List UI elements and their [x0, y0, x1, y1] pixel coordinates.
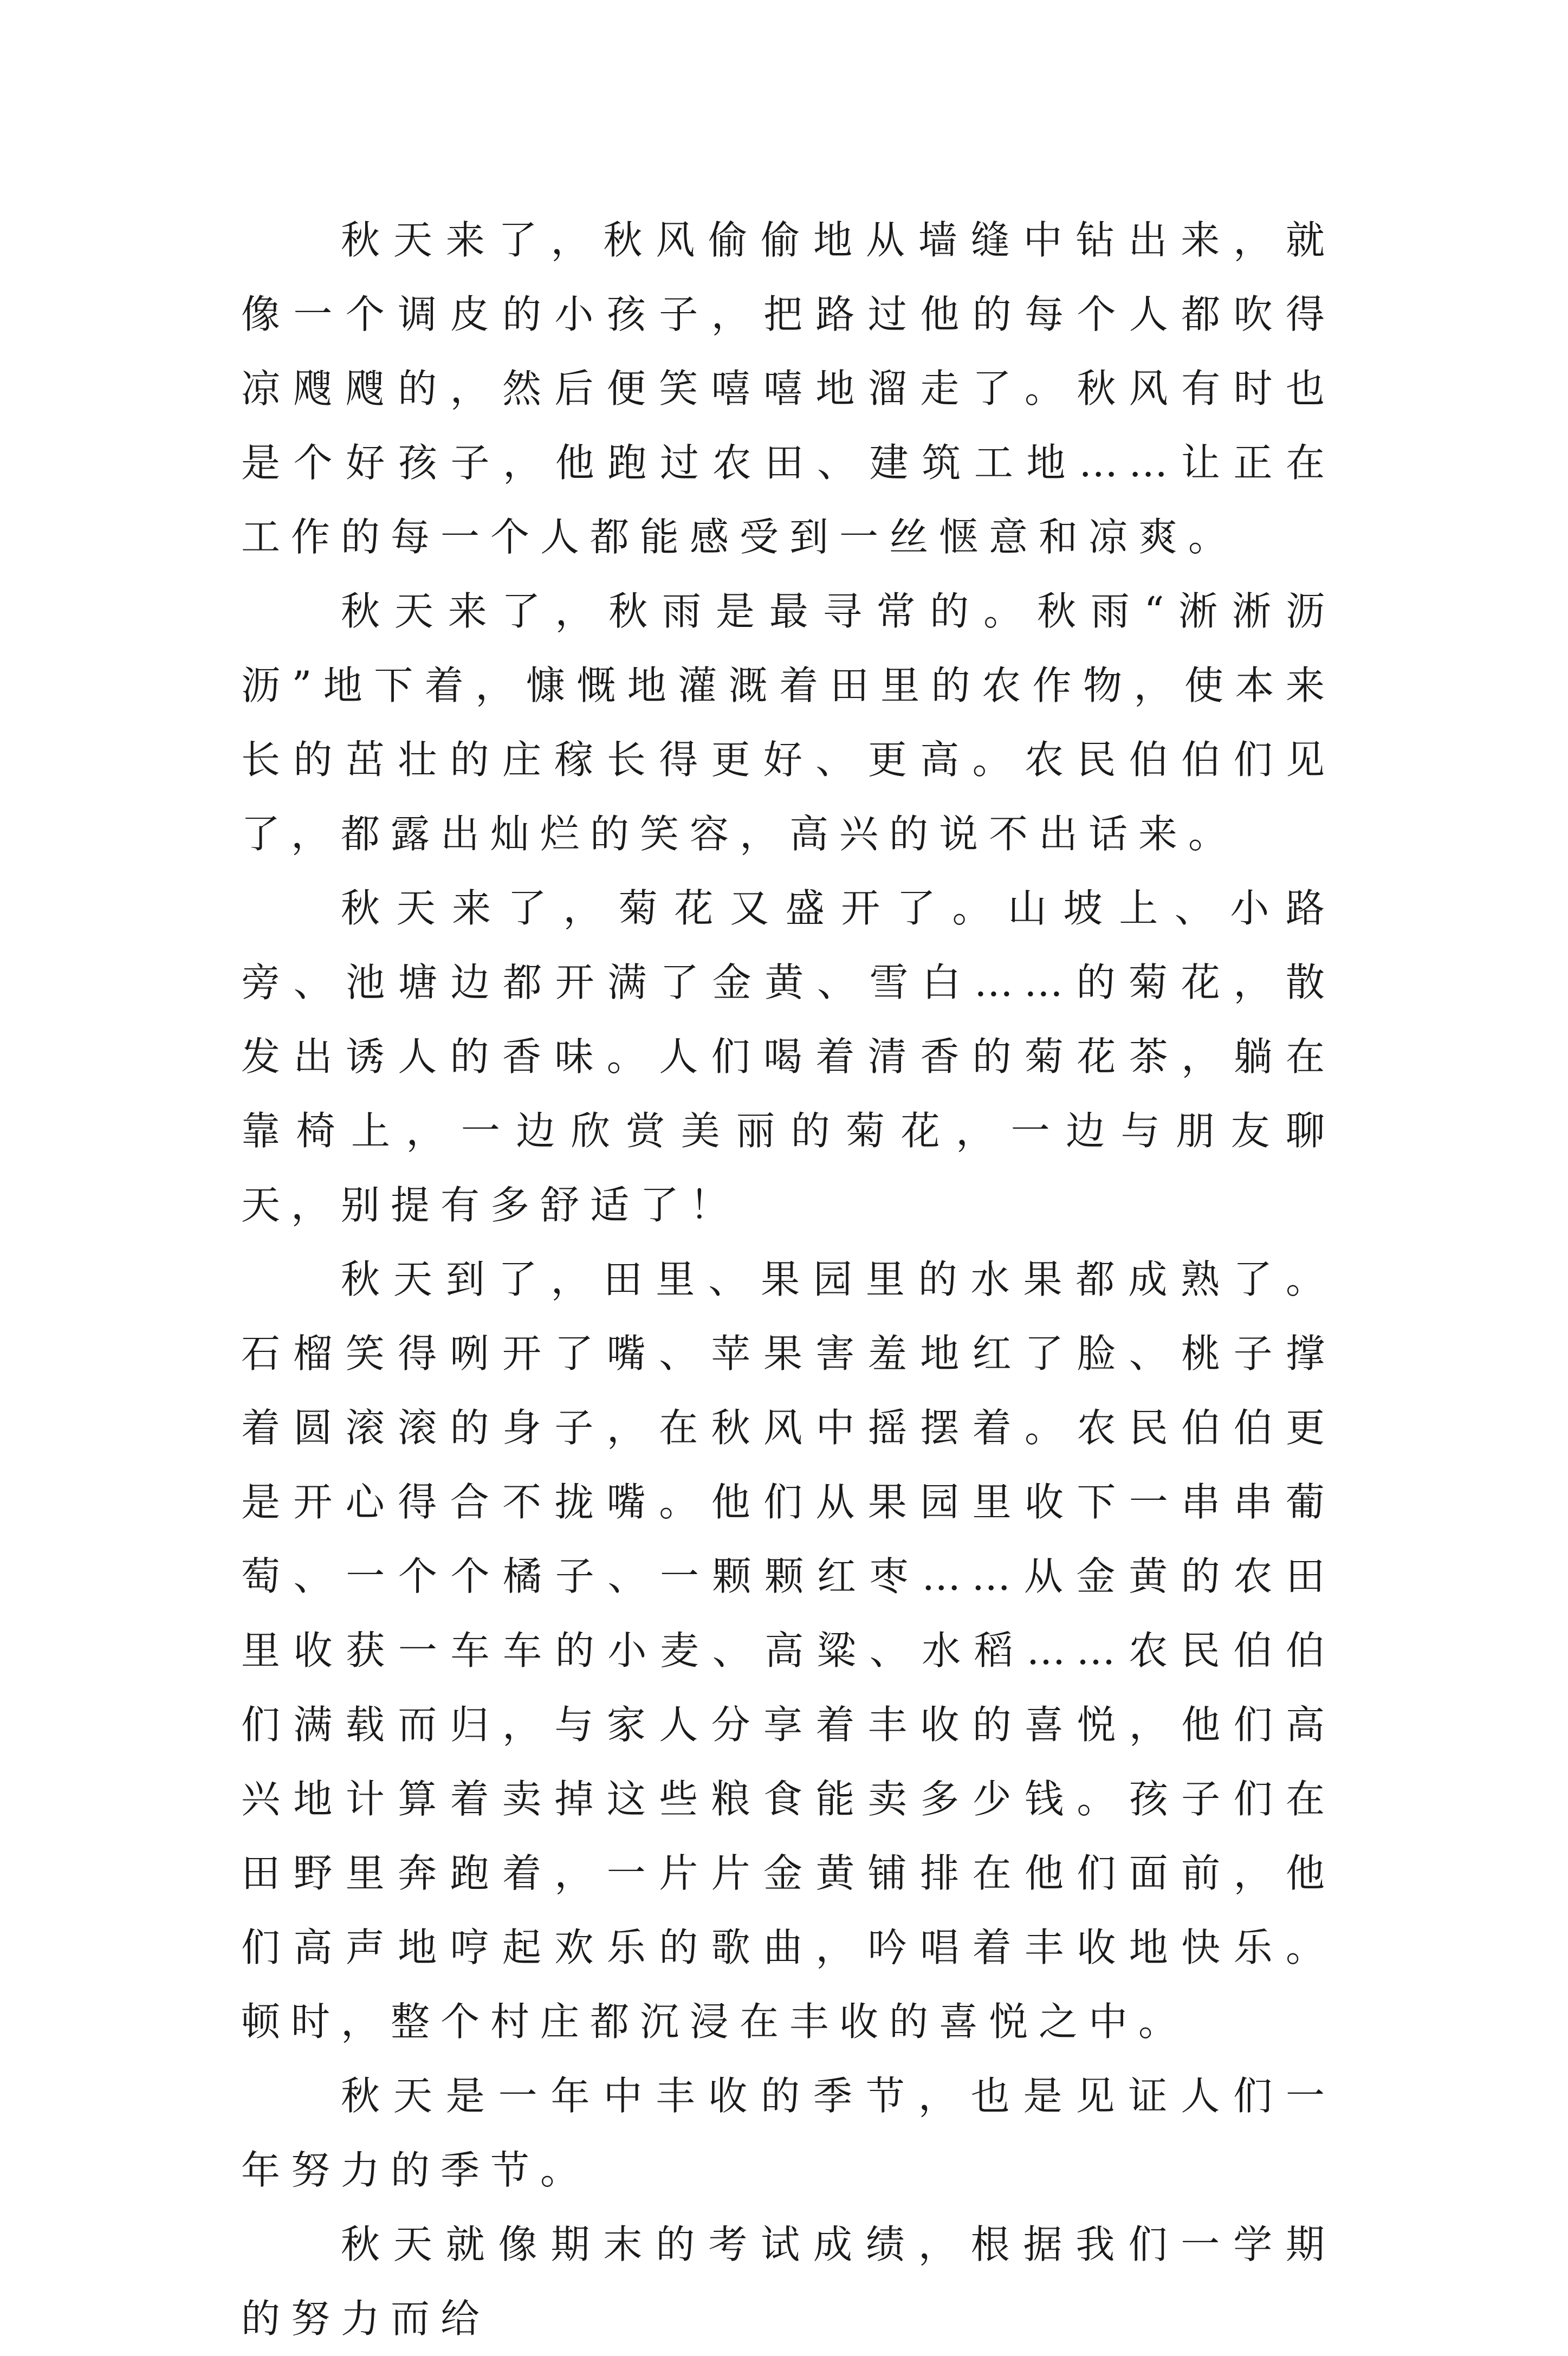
paragraph-harvest: 秋天到了，田里、果园里的水果都成熟了。石榴笑得咧开了嘴、苹果害羞地红了脸、桃子撑着圆滚滚的身子，在秋风中摇摆着。农民伯伯更是开心得合不拢嘴。他们从果园里收下一串串葡萄、一个个橘子、一颗颗红枣……从金黄的农田里收获一车车的小麦、高粱、水稻……农民伯伯们满载而归，与家人分享着丰收的喜悦，他们高兴地计算着卖掉这些粮食能卖多少钱。孩子们在田野里奔跑着，一片片金黄铺排在他们面前，他们高声地哼起欢乐的歌曲，吟唱着丰收地快乐。顿时，整个村庄都沉浸在丰收的喜悦之中。	[241, 1257, 1336, 2044]
paragraph-autumn-wind: 秋天来了，秋风偷偷地从墙缝中钻出来，就像一个调皮的小孩子，把路过他的每个人都吹得凉飕飕的，然后便笑嘻嘻地溜走了。秋风有时也是个好孩子，他跑过农田、建筑工地……让正在工作的每一个人都能感受到一丝惬意和凉爽。	[241, 217, 1336, 560]
paragraph-autumn-rain: 秋天来了，秋雨是最寻常的。秋雨“淅淅沥沥”地下着，慷慨地灌溉着田里的农作物，使本来长的茁壮的庄稼长得更好、更高。农民伯伯们见了，都露出灿烂的笑容，高兴的说不出话来。	[241, 588, 1336, 857]
document-body	[241, 203, 1336, 2356]
paragraph-exam-results: 秋天就像期末的考试成绩，根据我们一学期的努力而给	[241, 2222, 1336, 2341]
paragraph-harvest-season: 秋天是一年中丰收的季节，也是见证人们一年努力的季节。	[241, 2073, 1336, 2193]
paragraph-chrysanthemum: 秋天来了，菊花又盛开了。山坡上、小路旁、池塘边都开满了金黄、雪白……的菊花，散发出诱人的香味。人们喝着清香的菊花茶，躺在靠椅上，一边欣赏美丽的菊花，一边与朋友聊天，别提有多舒适了！	[241, 885, 1336, 1228]
